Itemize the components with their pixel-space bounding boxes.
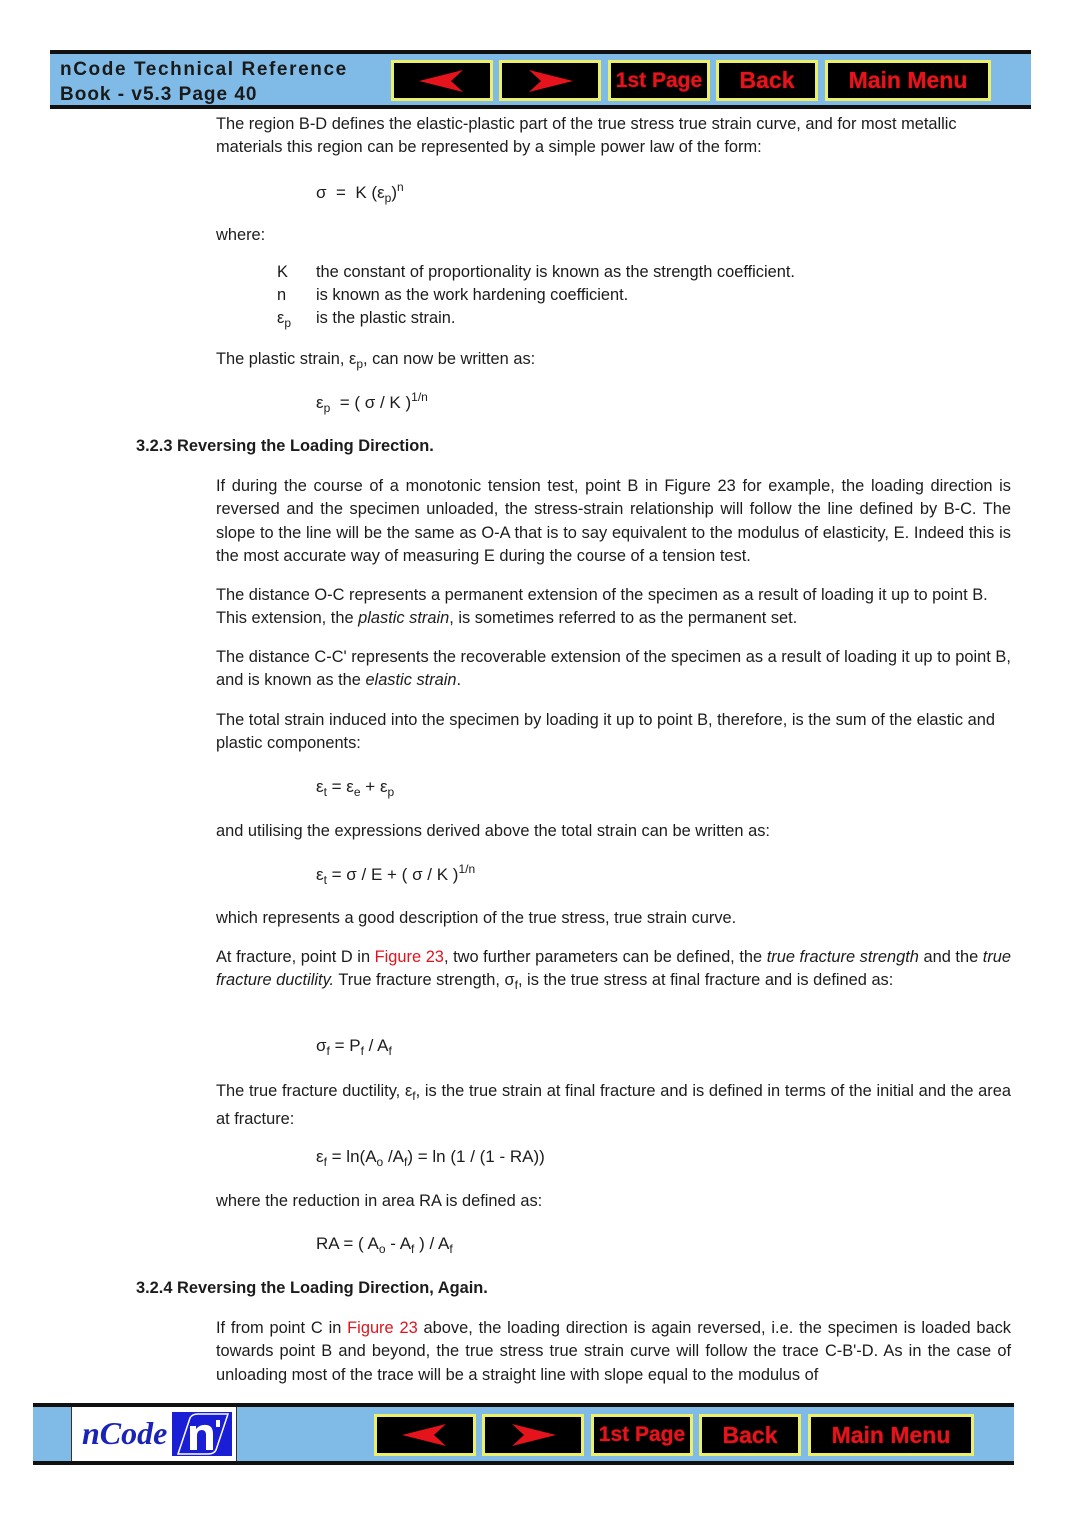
definition-symbol-ep: $\varepsilon_p$: [277, 309, 291, 330]
right-arrow-icon: [525, 69, 575, 93]
main-menu-button[interactable]: Main Menu: [825, 60, 991, 101]
paragraph-total-strain: The total strain induced into the specimen by loading it up to point B, therefore, is the sum of the elastic and plastic components:: [216, 711, 996, 753]
back-button[interactable]: Back: [699, 1414, 801, 1456]
equation-plastic-strain: $\varepsilon_p$ = ( σ / K )$^{1/n}$: [316, 390, 428, 415]
main-menu-button[interactable]: Main Menu: [808, 1414, 974, 1456]
paragraph-fracture-ductility: The true fracture ductility, $\varepsilon_f$, is the true strain at final fracture and is defined in terms of the initial and the area at fracture:: [216, 1082, 1011, 1129]
equation-power-law: σ = K $(\varepsilon_p)^n$: [316, 180, 404, 205]
where-label: where:: [216, 226, 266, 244]
left-arrow-icon: [400, 1423, 450, 1447]
top-navigation-bar: [50, 50, 1031, 109]
paragraph-fracture: At fracture, point D in Figure 23, two further parameters can be defined, the true fracture strength and the true fracture ductility. True fracture strength, $\sigma_f$, is the true stress at final fracture and is defined as:: [216, 948, 1012, 993]
paragraph-plastic-extension: The distance O-C represents a permanent extension of the specimen as a result of loading it up to point B. This extension, the plastic strain, is sometimes referred to as the permanent set.: [216, 586, 988, 628]
definition-text-n: is known as the work hardening coefficient.: [316, 286, 629, 304]
figure-23-link[interactable]: Figure 23: [347, 1319, 418, 1337]
title-line-1: nCode Technical Reference: [60, 59, 348, 80]
ncode-logo: [71, 1407, 237, 1461]
first-page-button[interactable]: 1st Page: [608, 60, 710, 101]
paragraph-reversing-again: If from point C in Figure 23 above, the loading direction is again reversed, i.e. the specimen is loaded back towards point B and beyond, the true stress true strain curve will follow the trace C-B'-D. As in the case of unloading most of the trace will be a straight line with slope equal to the modulus of: [216, 1319, 1012, 1384]
next-page-button[interactable]: [482, 1414, 584, 1456]
paragraph-utilising: and utilising the expressions derived above the total strain can be written as:: [216, 822, 770, 840]
definition-symbol-n: n: [277, 286, 287, 304]
equation-total-strain-sum: $\varepsilon_t = \varepsilon_e + \varepsilon_p$: [316, 777, 395, 799]
figure-23-link[interactable]: Figure 23: [374, 948, 444, 966]
logo-text: nCode: [82, 1415, 168, 1451]
document-title: [60, 57, 348, 107]
right-arrow-icon: [508, 1423, 558, 1447]
equation-fracture-strength: $\sigma_f = P_f / A_f$: [316, 1036, 392, 1058]
definition-text-k: the constant of proportionality is known as the strength coefficient.: [316, 263, 795, 281]
definition-symbol-k: K: [277, 263, 288, 281]
bottom-navigation-bar: [33, 1403, 1014, 1465]
section-heading-3-2-4: 3.2.4 Reversing the Loading Direction, Again.: [136, 1279, 488, 1297]
paragraph-intro: The region B-D defines the elastic-plastic part of the true stress true strain curve, and for most metallic materials this region can be represented by a simple power law of the form:: [216, 115, 957, 157]
equation-fracture-ductility: $\varepsilon_f = \ln(A_o$ $/A_f) = \ln (1 / (1 - RA))$: [316, 1147, 545, 1169]
equation-reduction-area: RA = ( $A_o - A_f$ ) / $A_f$: [316, 1234, 453, 1256]
paragraph-elastic-extension: The distance C-C' represents the recoverable extension of the specimen as a result of loading it up to point B, and is known as the elastic strain.: [216, 648, 1011, 690]
previous-page-button[interactable]: [374, 1414, 476, 1456]
next-page-button[interactable]: [499, 60, 601, 101]
left-arrow-icon: [417, 69, 467, 93]
first-page-button[interactable]: 1st Page: [591, 1414, 693, 1456]
paragraph-reduction-area: where the reduction in area RA is defined as:: [216, 1192, 543, 1210]
back-button[interactable]: Back: [716, 60, 818, 101]
ncode-n-logo-icon: [172, 1412, 232, 1456]
previous-page-button[interactable]: [391, 60, 493, 101]
paragraph-reversing-1: If during the course of a monotonic tension test, point B in Figure 23 for example, the loading direction is reversed and the specimen unloaded, the stress-strain relationship will follow the line defined by B-C. The slope to the line will be the same as O-A that is to say equivalent to the modulus of elasticity, E. Indeed this is the most accurate way of measuring E during the course of a tension test.: [216, 477, 1011, 565]
title-line-2-page: Book - v5.3 Page 40: [60, 84, 258, 105]
section-heading-3-2-3: 3.2.3 Reversing the Loading Direction.: [136, 437, 434, 455]
paragraph-good-description: which represents a good description of the true stress, true strain curve.: [216, 909, 737, 927]
paragraph-plastic-strain: The plastic strain, $\varepsilon_p$, can now be written as:: [216, 350, 536, 371]
equation-total-strain-expanded: $\varepsilon_t = \sigma / E$ + ( σ / K )$^{1/n}$: [316, 862, 476, 887]
definition-text-ep: is the plastic strain.: [316, 309, 456, 327]
